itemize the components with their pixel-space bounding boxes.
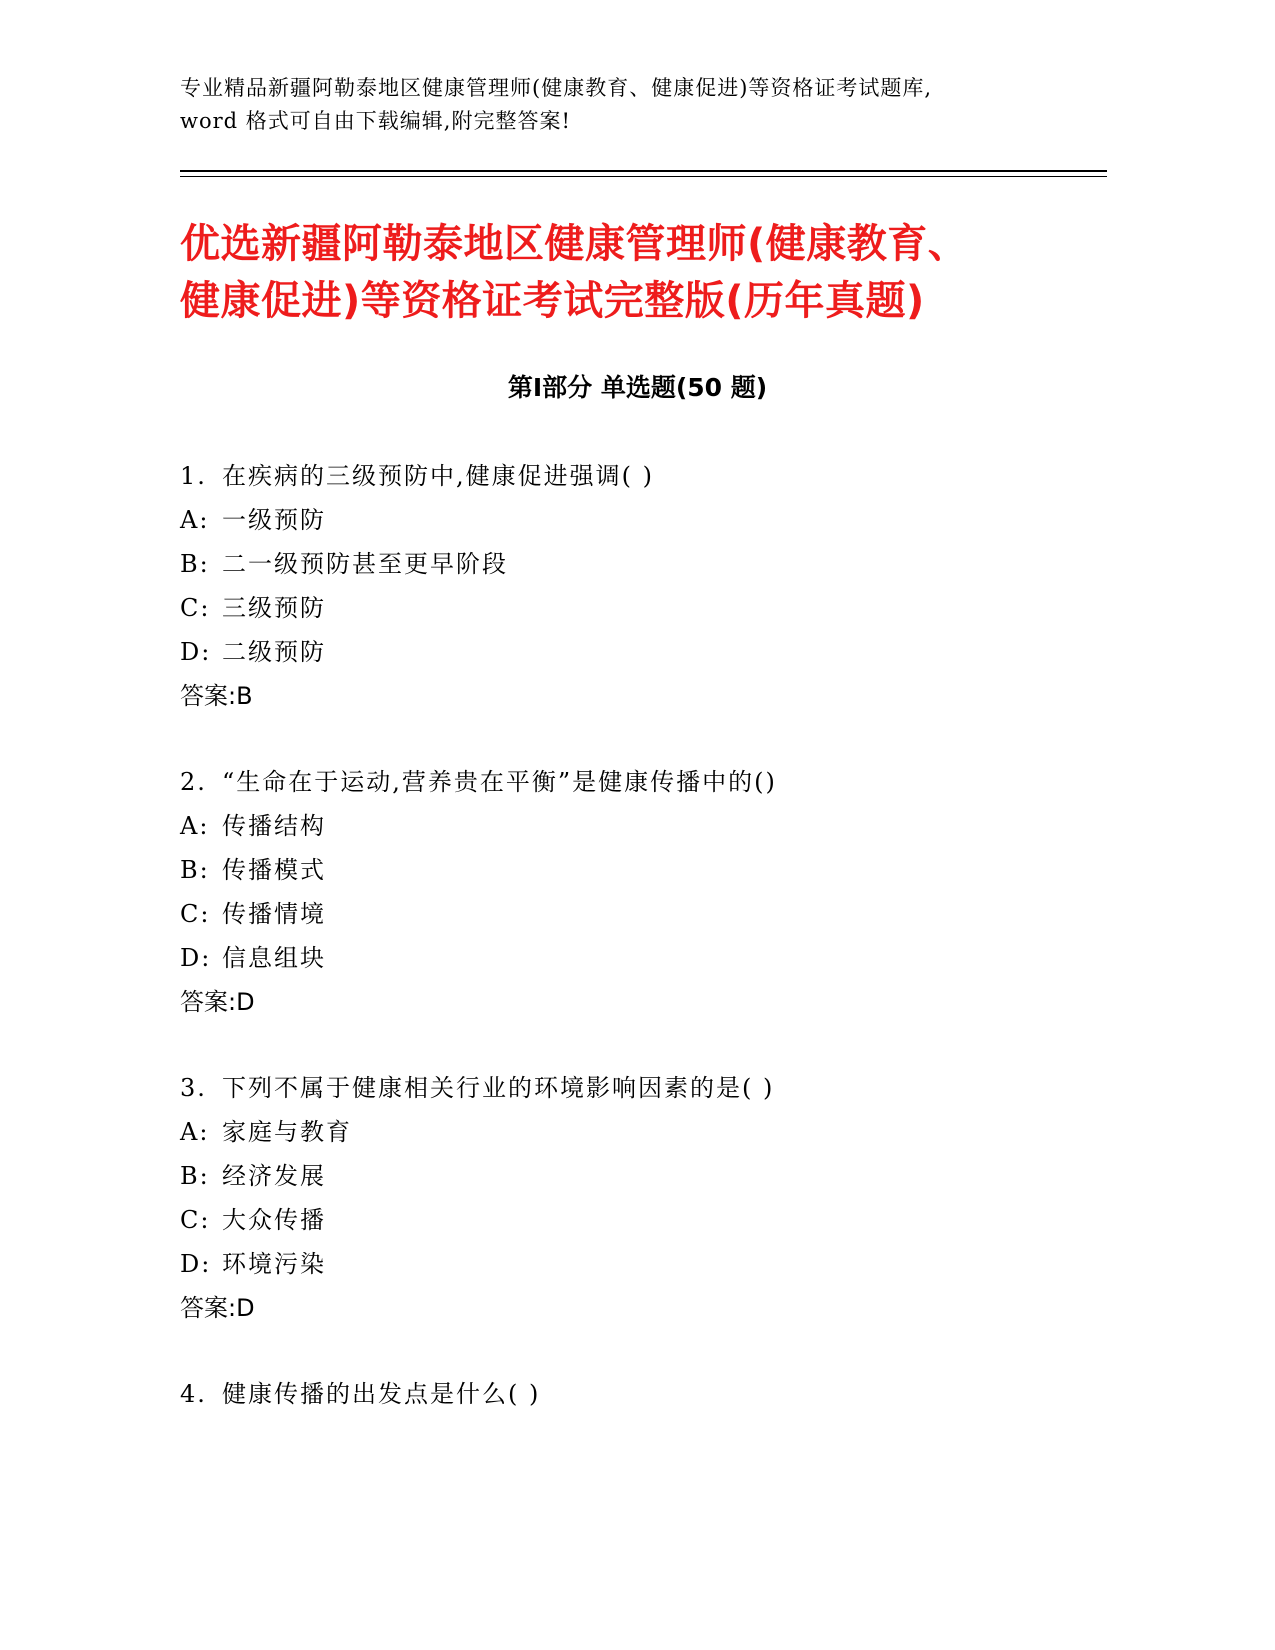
question-number: 4. [180,1380,207,1408]
document-header [180,72,1110,138]
option-key: B: [180,550,210,578]
option-d [180,630,1110,674]
option-c [180,892,1110,936]
document-title [180,216,1110,330]
question-list [180,454,1110,1458]
option-text: 三级预防 [222,594,326,622]
section-title: 第Ⅰ部分 单选题(50 题) [507,373,768,402]
option-key: C: [180,900,211,928]
option-key: A: [180,812,210,840]
option-text: 传播模式 [222,856,326,884]
question-text: 健康传播的出发点是什么( ) [222,1380,541,1408]
option-text: 传播情境 [222,900,326,928]
option-key: A: [180,1118,210,1146]
option-b [180,542,1110,586]
option-key: B: [180,1162,210,1190]
option-a [180,804,1110,848]
question-number: 2. [180,768,207,796]
option-key: C: [180,1206,211,1234]
option-text: 大众传播 [222,1206,326,1234]
question-1 [180,454,1110,718]
option-text: 信息组块 [222,944,326,972]
option-text: 环境污染 [222,1250,326,1278]
option-key: D: [180,1250,212,1278]
question-stem [180,760,1110,804]
document-title-line-1: 优选新疆阿勒泰地区健康管理师(健康教育、 [180,221,969,267]
option-d [180,936,1110,980]
question-text: 在疾病的三级预防中,健康促进强调( ) [222,462,654,490]
question-stem [180,1372,1110,1416]
question-2 [180,760,1110,1024]
option-b [180,848,1110,892]
answer-line: 答案:B [180,682,253,710]
question-number: 3. [180,1074,207,1102]
option-text: 传播结构 [222,812,326,840]
answer-line: 答案:D [180,988,255,1016]
option-a [180,1110,1110,1154]
question-stem [180,454,1110,498]
option-d [180,1242,1110,1286]
option-text: 二一级预防甚至更早阶段 [222,550,508,578]
option-text: 一级预防 [222,506,326,534]
option-a [180,498,1110,542]
option-key: D: [180,638,212,666]
question-3 [180,1066,1110,1330]
question-4 [180,1372,1110,1416]
header-divider-thin [180,176,1107,177]
option-text: 家庭与教育 [222,1118,352,1146]
question-text: 下列不属于健康相关行业的环境影响因素的是( ) [222,1074,775,1102]
option-b [180,1154,1110,1198]
answer-line: 答案:D [180,1294,255,1322]
option-text: 二级预防 [222,638,326,666]
option-text: 经济发展 [222,1162,326,1190]
question-stem [180,1066,1110,1110]
option-key: A: [180,506,210,534]
option-c [180,1198,1110,1242]
header-line-1: 专业精品新疆阿勒泰地区健康管理师(健康教育、健康促进)等资格证考试题库, [180,76,933,100]
option-key: C: [180,594,211,622]
document-title-line-2: 健康促进)等资格证考试完整版(历年真题) [180,278,925,324]
option-key: B: [180,856,210,884]
header-divider-thick [180,170,1107,172]
option-c [180,586,1110,630]
question-number: 1. [180,462,207,490]
option-key: D: [180,944,212,972]
question-text: “生命在于运动,营养贵在平衡”是健康传播中的() [222,768,777,796]
header-line-2: word 格式可自由下载编辑,附完整答案! [180,109,571,133]
